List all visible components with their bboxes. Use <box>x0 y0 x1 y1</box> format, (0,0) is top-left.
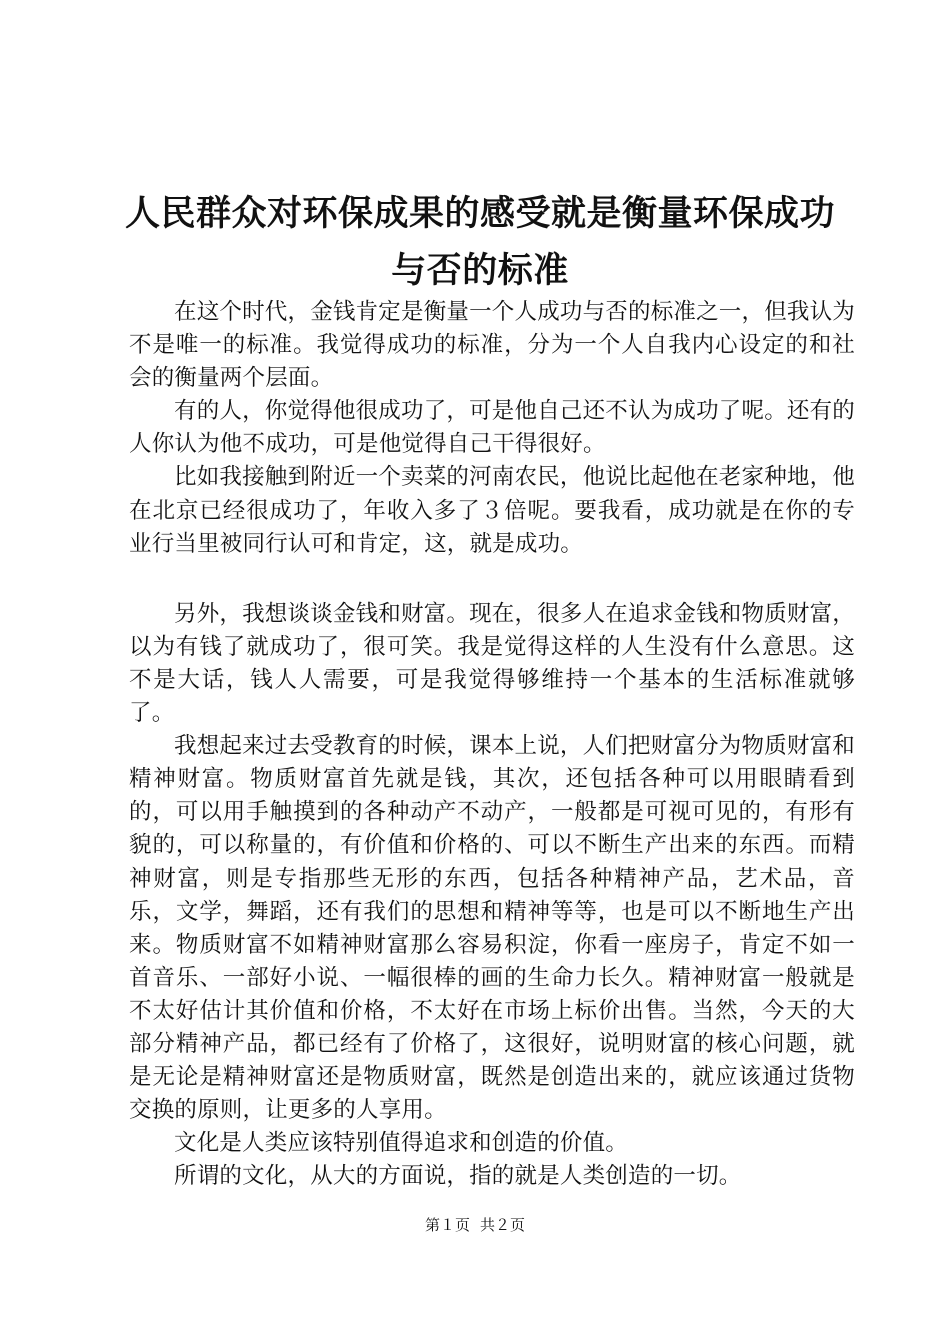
document-title-line-1: 人民群众对环保成果的感受就是衡量环保成功 <box>124 194 835 234</box>
page-number-total: 共２页 <box>480 1216 526 1234</box>
paragraph-2: 有的人，你觉得他很成功了，可是他自己还不认为成功了呢。还有的人你认为他不成功，可是他觉得自己干得很好。 <box>129 398 856 458</box>
paragraph-1: 在这个时代，金钱肯定是衡量一个人成功与否的标准之一，但我认为不是唯一的标准。我觉得成功的标准，分为一个人自我内心设定的和社会的衡量两个层面。 <box>129 299 856 392</box>
page-footer <box>0 1214 950 1236</box>
paragraph-4: 另外，我想谈谈金钱和财富。现在，很多人在追求金钱和物质财富，以为有钱了就成功了，很可笑。我是觉得这样的人生没有什么意思。这不是大话，钱人人需要，可是我觉得够维持一个基本的生活标准就够了。 <box>129 600 856 727</box>
document-title <box>110 186 850 300</box>
paragraph-5: 我想起来过去受教育的时候，课本上说，人们把财富分为物质财富和精神财富。物质财富首先就是钱，其次，还包括各种可以用眼睛看到的，可以用手触摸到的各种动产不动产，一般都是可视可见的，有形有貌的，可以称量的，有价值和价格的、可以不断生产出来的东西。而精神财富，则是专指那些无形的东西，包括各种精神产品，艺术品，音乐，文学，舞蹈，还有我们的思想和精神等等，也是可以不断地生产出来。物质财富不如精神财富那么容易积淀，你看一座房子，肯定不如一首音乐、一部好小说、一幅很棒的画的生命力长久。精神财富一般就是不太好估计其价值和价格，不太好在市场上标价出售。当然，今天的大部分精神产品，都已经有了价格了，这很好，说明财富的核心问题，就是无论是精神财富还是物质财富，既然是创造出来的，就应该通过货物交换的原则，让更多的人享用。 <box>129 733 856 1124</box>
paragraph-spacer <box>129 561 855 598</box>
paragraph-3: 比如我接触到附近一个卖菜的河南农民，他说比起他在老家种地，他在北京已经很成功了，年收入多了３倍呢。要我看，成功就是在你的专业行当里被同行认可和肯定，这，就是成功。 <box>129 464 856 557</box>
page-number-current: 第１页 <box>424 1216 470 1234</box>
paragraph-6: 文化是人类应该特别值得追求和创造的价值。 <box>174 1130 629 1157</box>
paragraph-7: 所谓的文化，从大的方面说，指的就是人类创造的一切。 <box>174 1163 742 1190</box>
document-title-line-2: 与否的标准 <box>391 251 569 291</box>
document-body <box>129 296 855 1193</box>
